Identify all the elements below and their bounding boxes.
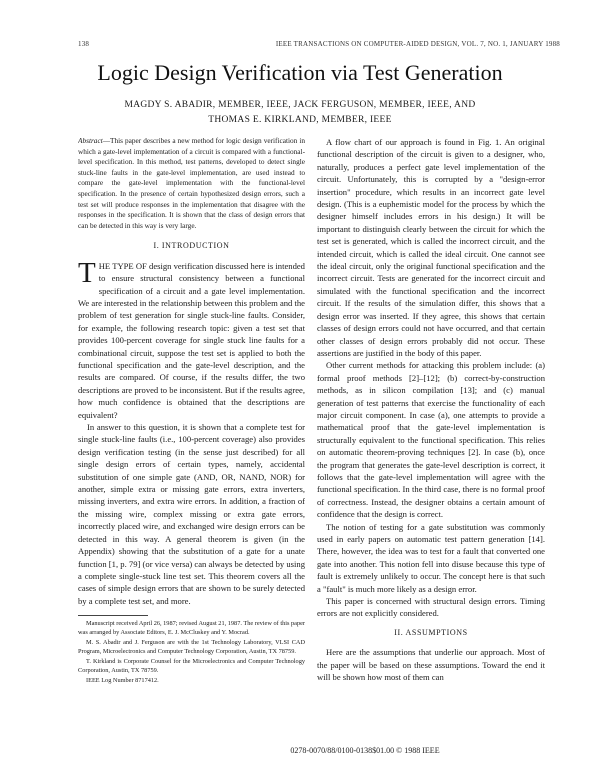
- footnote-ieee-log: IEEE Log Number 8717412.: [86, 677, 159, 685]
- left-column: [78, 136, 305, 736]
- journal-header: IEEE TRANSACTIONS ON COMPUTER-AIDED DESIGN, VOL. 7, NO. 1, JANUARY 1988: [275, 40, 560, 48]
- abstract-label: Abstract: [78, 136, 103, 145]
- paper-title: Logic Design Verification via Test Generation: [97, 60, 503, 85]
- abstract: [78, 136, 305, 231]
- drop-cap: T: [78, 256, 96, 289]
- right-paragraph-1: A flow chart of our approach is found in Fig. 1. An original functional description of the circuit is given to a designer, who, naturally, produces a perfect gate level implementation of the circuit. Unfortunately, this is corrupted by a "design-error insertion" procedure, which results in an incorrect gate level design. (This is a euphemistic model for the process by which the designer himself includes errors in his design.) It will be important to distinguish clearly between the circuit for which the test set is generated, which is called the incorrect circuit, and the intended circuit, which is called the ideal circuit. One cannot see the ideal circuit, only the original functional specification and the incorrect circuit. Tests are generated for the incorrect circuit and simulated with the functional specification and the incorrect circuit. If the results of the simulation differ, this shows that a design error was inserted. If they agree, this shows that certain classes of design errors could not have occurred, and that certain other classes of design errors probably did not occur. These assertions are justified in the body of this paper.: [317, 137, 545, 358]
- abstract-text: —This paper describes a new method for logic design verification in which a gate-level implementation of a circuit is compared with a functional-level specification. In this method, test patterns, developed to detect single stuck-line faults in the gate-level implementation, are used instead to compare the gate-level implementation with the functional-level specification. In the presence of certain hypothesized design errors, such a test set will produce responses in the implementation that disagree with the responses in the specification. It is shown that the class of design errors that can be detected in this way is very large.: [78, 136, 305, 230]
- footnote-affiliation-1: M. S. Abadir and J. Ferguson are with the 1st Technology Laboratory, VLSI CAD Program, Microelectronics and Computer Technology Corporation, Austin, TX 78759.: [78, 639, 305, 655]
- author-line-2: THOMAS E. KIRKLAND, MEMBER, IEEE: [208, 115, 392, 125]
- right-paragraph-2: Other current methods for attacking this problem include: (a) formal proof methods [2]–[12]; (b) correct-by-construction methods, as in silicon compilation [13]; and (c) manual generation of test patterns that exercise the functionality of each major circuit component. In case (a), one attempts to provide a mathematical proof that the gate-level implementation is structurally equivalent to the functional specification. This relies on automatic theorem-proving techniques [2]. In case (b), once the program that generates the gate-level description is correct, it follows that the gate-level implementation will agree with the functional specification. In the third case, there is no formal proof of correctness. Instead, the designer obtains a certain amount of confidence that the design is correct.: [317, 360, 545, 520]
- author-block: [80, 98, 520, 128]
- page-number: 138: [78, 40, 90, 48]
- running-header: [78, 40, 560, 52]
- lead-words: HE TYPE OF: [98, 260, 147, 271]
- footnote-affiliation-2: T. Kirkland is Corporate Counsel for the Microelectronics and Computer Technology Corporation, Austin, TX 78759.: [78, 658, 305, 674]
- section-heading-assumptions: II. ASSUMPTIONS: [394, 627, 468, 637]
- intro-paragraph-1: [78, 256, 305, 421]
- right-paragraph-4: This paper is concerned with structural design errors. Timing errors are not explicitly considered.: [317, 596, 545, 619]
- footnote-manuscript: Manuscript received April 26, 1987; revised August 21, 1987. The review of this paper was arranged by Associate Editors, E. J. McCluskey and Y. Mocrad.: [78, 620, 305, 636]
- intro-paragraph-2: In answer to this question, it is shown that a complete test for single stuck-line faults (i.e., 100-percent coverage) also provides design verification testing (in the sense just described) for all single design errors of certain types, namely, accidental substitution of one simple gate (AND, OR, NAND, NOR) for another, simple extra or missing gate errors, extra inverters, missing inverters, and extra wire errors. In addition, a fraction of the missing wire, complex missing or extra gate errors, incorrectly placed wire, and exchanged wire design errors can be detected in this way. A general theorem is given (in the Appendix) showing that the substitution of a gate for a unate function [1, p. 79] (or vice versa) can always be detected by using a complete single-stuck line test set. This theorem covers all the cases of simple design errors that are shown to be surely detected by a complete test set, and more.: [78, 422, 305, 606]
- intro-text-1: design verification discussed here is intended to ensure structural consistency between a functional specification of a circuit and a gate level implementation. We are interested in the relationship between this problem and the problem of test generation for single stuck-line faults. Consider, for example, the following research topic: given a test set that provides 100-percent coverage for single stuck line faults for a combinational circuit, suppose the test set is applied to both the functional specification and the gate-level description, and the results are compared. Of course, if the results differ, the two descriptions are proved to be inconsistent. But if the results agree, how much confidence is obtained that the descriptions are equivalent?: [78, 260, 305, 420]
- copyright-line: 0278-0070/88/0100-0138$01.00 © 1988 IEEE: [290, 746, 440, 755]
- assumptions-paragraph: Here are the assumptions that underlie our approach. Most of the paper will be based on these assumptions. Toward the end it will be shown how most of them can: [317, 647, 545, 683]
- right-column: [317, 136, 545, 754]
- footnote-divider: [78, 615, 148, 616]
- author-line-1: MAGDY S. ABADIR, MEMBER, IEEE, JACK FERGUSON, MEMBER, IEEE, AND: [124, 100, 476, 110]
- right-paragraph-3: The notion of testing for a gate substitution was commonly used in early papers on automatic test pattern generation [14]. There, however, the idea was to test for a fault that converted one gate into another. This notion fell into disuse because this type of fault is extremely unlikely to occur. The concept here is that such a "fault" is much more likely as a design error.: [317, 521, 545, 594]
- section-heading-introduction: I. INTRODUCTION: [153, 241, 230, 251]
